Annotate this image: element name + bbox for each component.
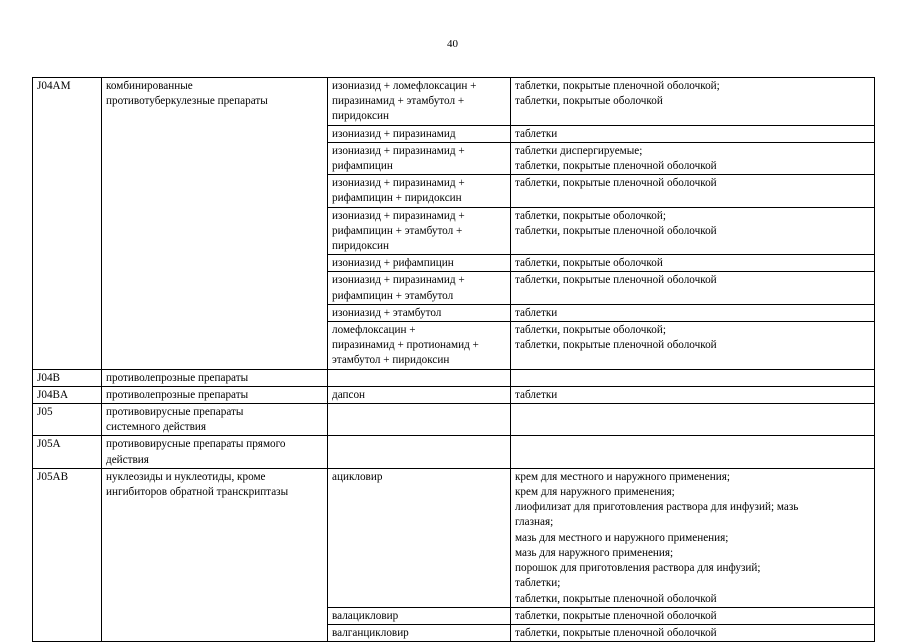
drug-name-cell: изониазид + пиразинамид + рифампицин: [328, 142, 511, 174]
atc-code-cell: J05A: [33, 436, 102, 468]
dosage-form-cell: [511, 369, 875, 386]
drug-name-cell: валацикловир: [328, 607, 511, 624]
dosage-form-cell: таблетки: [511, 125, 875, 142]
dosage-form-cell: [511, 436, 875, 468]
table-row: [33, 369, 875, 386]
atc-code-cell: J05AB: [33, 468, 102, 641]
drug-name-cell: дапсон: [328, 386, 511, 403]
dosage-form-cell: [511, 404, 875, 436]
atc-code-cell: J04BA: [33, 386, 102, 403]
drug-name-cell: изониазид + пиразинамид + рифампицин + этамбутол: [328, 272, 511, 304]
table-row: [33, 468, 875, 607]
atc-code-cell: J04AM: [33, 78, 102, 370]
table-row: [33, 386, 875, 403]
table-row: [33, 404, 875, 436]
dosage-form-cell: таблетки, покрытые пленочной оболочкой: [511, 272, 875, 304]
group-name-cell: противовирусные препараты прямого действия: [102, 436, 328, 468]
dosage-form-cell: таблетки, покрытые пленочной оболочкой; таблетки, покрытые оболочкой: [511, 78, 875, 126]
drug-name-cell: изониазид + пиразинамид + рифампицин + пиридоксин: [328, 175, 511, 207]
page-number: 40: [447, 38, 458, 50]
group-name-cell: противовирусные препараты системного действия: [102, 404, 328, 436]
drug-table: [32, 77, 875, 642]
dosage-form-cell: таблетки, покрытые пленочной оболочкой: [511, 607, 875, 624]
drug-name-cell: ацикловир: [328, 468, 511, 607]
dosage-form-cell: таблетки, покрытые оболочкой; таблетки, покрытые пленочной оболочкой: [511, 207, 875, 255]
table-row: [33, 436, 875, 468]
dosage-form-cell: таблетки: [511, 386, 875, 403]
group-name-cell: противолепрозные препараты: [102, 386, 328, 403]
group-name-cell: нуклеозиды и нуклеотиды, кроме ингибиторов обратной транскриптазы: [102, 468, 328, 641]
group-name-cell: противолепрозные препараты: [102, 369, 328, 386]
dosage-form-cell: таблетки, покрытые пленочной оболочкой: [511, 175, 875, 207]
dosage-form-cell: таблетки, покрытые оболочкой: [511, 255, 875, 272]
dosage-form-cell: таблетки, покрытые оболочкой; таблетки, покрытые пленочной оболочкой: [511, 322, 875, 370]
dosage-form-cell: таблетки диспергируемые; таблетки, покрытые пленочной оболочкой: [511, 142, 875, 174]
dosage-form-cell: таблетки, покрытые пленочной оболочкой: [511, 624, 875, 641]
dosage-form-cell: крем для местного и наружного применения; крем для наружного применения; лиофилизат для приготовления раствора для инфузий; мазь глазная; мазь для местного и наружного применения; мазь для наружного применения; порошок для приготовления раствора для инфузий; таблетки; таблетки, покрытые пленочной оболочкой: [511, 468, 875, 607]
drug-name-cell: изониазид + рифампицин: [328, 255, 511, 272]
drug-name-cell: изониазид + пиразинамид + рифампицин + этамбутол + пиридоксин: [328, 207, 511, 255]
drug-name-cell: валганцикловир: [328, 624, 511, 641]
drug-name-cell: ломефлоксацин + пиразинамид + протионамид + этамбутол + пиридоксин: [328, 322, 511, 370]
drug-name-cell: [328, 404, 511, 436]
drug-name-cell: изониазид + этамбутол: [328, 304, 511, 321]
drug-name-cell: изониазид + ломефлоксацин + пиразинамид + этамбутол + пиридоксин: [328, 78, 511, 126]
drug-name-cell: изониазид + пиразинамид: [328, 125, 511, 142]
dosage-form-cell: таблетки: [511, 304, 875, 321]
atc-code-cell: J05: [33, 404, 102, 436]
drug-name-cell: [328, 436, 511, 468]
table-row: [33, 78, 875, 126]
atc-code-cell: J04B: [33, 369, 102, 386]
drug-name-cell: [328, 369, 511, 386]
group-name-cell: комбинированные противотуберкулезные препараты: [102, 78, 328, 370]
